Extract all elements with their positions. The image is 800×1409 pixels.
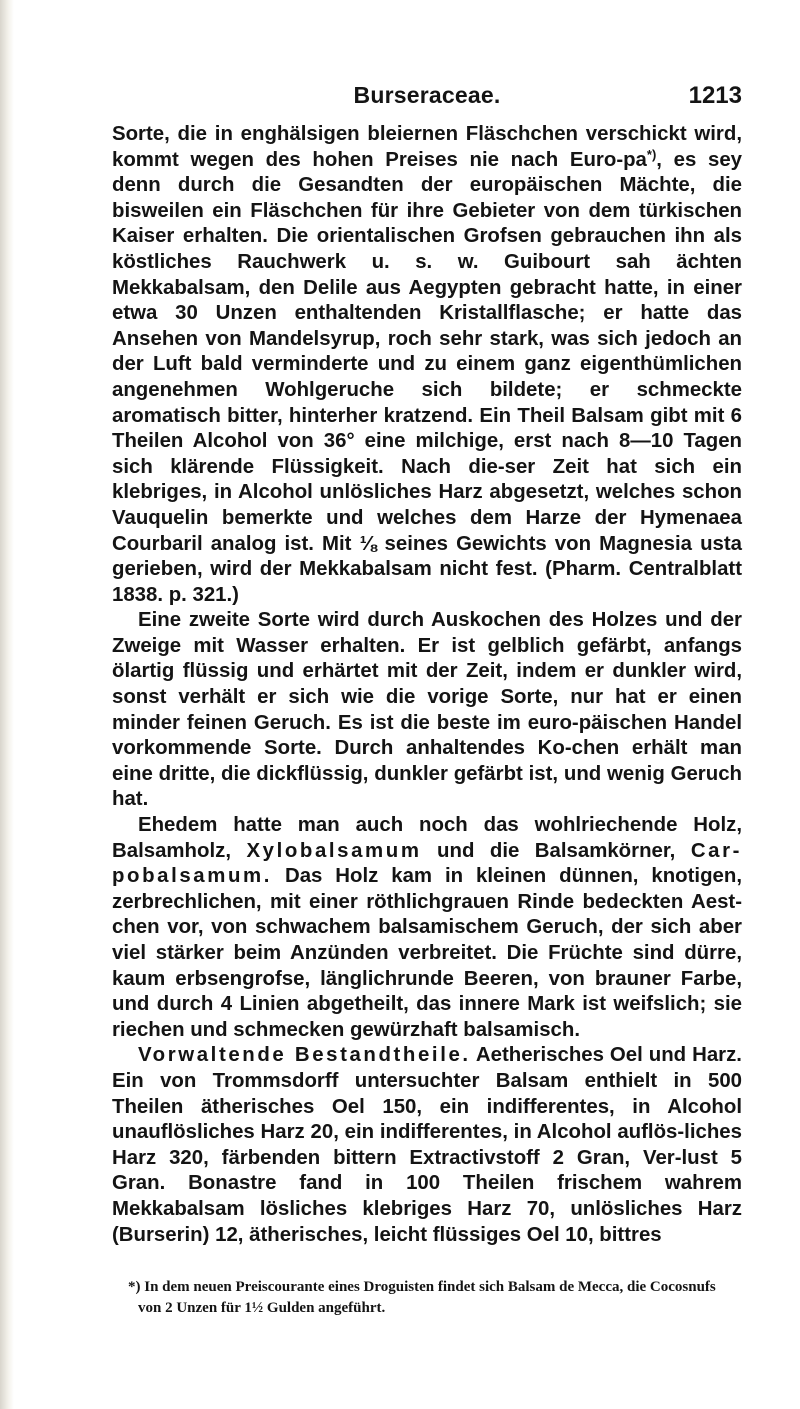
paragraph-3-text-b: und die Balsamkörner, — [437, 839, 676, 862]
book-page — [112, 82, 742, 1319]
paragraph-2: Eine zweite Sorte wird durch Auskochen des Holzes und der Zweige mit Wasser erhalten. Er ist gelblich gefärbt, anfangs ölartig flüssig und erhärtet mit der Zeit, indem er dunkler wird, sonst verhält er sich wie die vorige Sorte, nur hat er einen minder feinen Geruch. Es ist die beste im euro-päischen Handel vorkommende Sorte. Durch anhaltendes Ko-chen erhält man eine dritte, die dickflüssig, dunkler gefärbt ist, und wenig Geruch hat. — [112, 609, 742, 811]
footnote-marker: *) — [128, 1279, 141, 1296]
paragraph-4 — [112, 1043, 742, 1248]
footnote-reference: *) — [646, 146, 657, 162]
footnote-text: In dem neuen Preiscourante eines Droguisten findet sich Balsam de Mecca, die Cocosnufs von 2 Unzen für 1½ Gulden angeführt. — [138, 1279, 716, 1317]
paragraph-3-text-a: Ehedem hatte man auch noch das wohlriechende Holz, Balsamholz, — [112, 814, 742, 862]
paragraph-4-text: Aetherisches Oel und Harz. Ein von Trommsdorff untersuchter Balsam enthielt in 500 Theilen ätherisches Oel 150, ein indifferentes, in Alcohol unauflösliches Harz 20, ein indifferentes, in Alcohol auflös-liches Harz 320, färbenden bittern Extractivstoff 2 Gran, Ver-lust 5 Gran. Bonastre fand in 100 Theilen frischem wahrem Mekkabalsam lösliches klebriges Harz 70, unlösliches Harz (Burserin) 12, ätherisches, leicht flüssiges Oel 10, bittres — [112, 1044, 742, 1246]
running-head — [112, 82, 742, 122]
body-text — [112, 122, 742, 1248]
paragraph-1 — [112, 122, 742, 608]
footnote — [112, 1277, 742, 1319]
section-heading-bestandtheile: Vorwaltende Bestandtheile. — [138, 1044, 471, 1067]
term-carpobalsamum: Car-pobalsamum. — [112, 839, 743, 888]
running-title: Burseraceae. — [353, 82, 501, 108]
paragraph-1-text-b: , es sey denn durch die Gesandten der europäischen Mächte, die bisweilen ein Fläschchen für ihre Gebieter von dem türkischen Kaiser erhalten. Die orientalischen Grofsen gebrauchen ihn als köstliches Rauchwerk u. s. w. Guibourt sah ächten Mekkabalsam, den Delile aus Aegypten gebracht hatte, in einer etwa 30 Unzen enthaltenden Kristallflasche; er hatte das Ansehen von Mandelsyrup, roch sehr stark, was sich jedoch an der Luft bald verminderte und zu einem ganz eigenthümlichen angenehmen Wohlgeruche sich bildete; er schmeckte aromatisch bitter, hinterher kratzend. Ein Theil Balsam gibt mit 6 Theilen Alcohol von 36° eine milchige, erst nach 8—10 Tagen sich klärende Flüssigkeit. Nach die-ser Zeit hat sich ein klebriges, in Alcohol unlösliches Harz abgesetzt, welches schon Vauquelin bemerkte und welches dem Harze der Hymenaea Courbaril analog ist. Mit ⅛ seines Gewichts von Magnesia usta gerieben, wird der Mekkabalsam nicht fest. (Pharm. Centralblatt 1838. p. 321.) — [112, 148, 742, 606]
paragraph-3 — [112, 813, 742, 1043]
paragraph-1-text-a: Sorte, die in enghälsigen bleiernen Fläschchen verschickt wird, kommt wegen des hohen Preises nie nach Euro-pa — [112, 123, 742, 171]
term-xylobalsamum: Xylobalsamum — [246, 839, 422, 862]
page-edge-shadow — [0, 0, 14, 1409]
paragraph-3-text-c: Das Holz kam in kleinen dünnen, knotigen, zerbrechlichen, mit einer röthlichgrauen Rinde bedeckten Aest-chen vor, von schwachem balsamischem Geruch, der sich aber viel stärker beim Anzünden verbreitet. Die Früchte sind dürre, kaum erbsengrofse, länglichrunde Beeren, von brauner Farbe, und durch 4 Linien abgetheilt, das innere Mark ist weifslich; sie riechen und schmecken gewürzhaft balsamisch. — [112, 865, 742, 1041]
page-number: 1213 — [688, 82, 742, 109]
footnote-divider — [112, 1268, 432, 1269]
